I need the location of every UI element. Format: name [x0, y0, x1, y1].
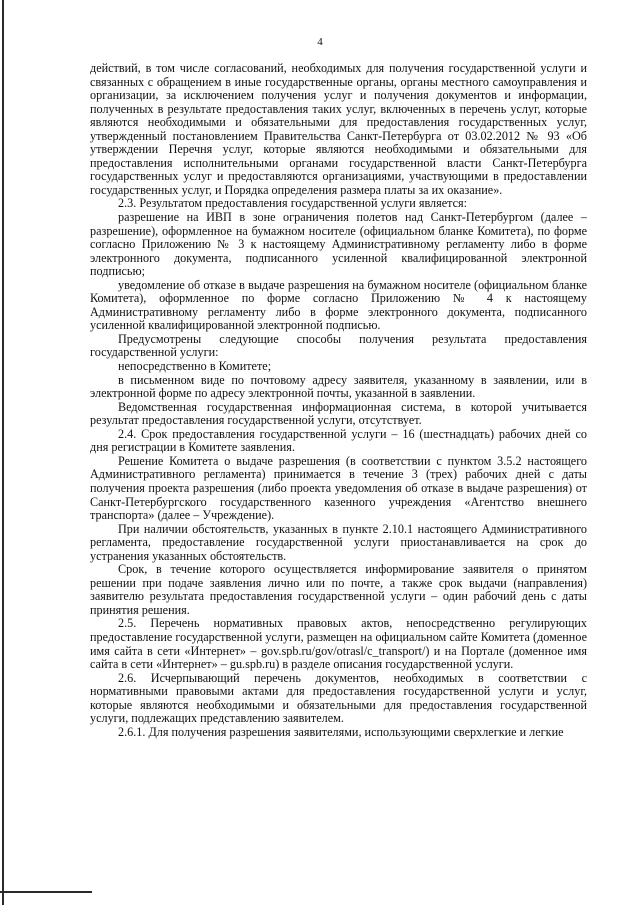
document-body — [90, 62, 587, 739]
scan-bottom-edge — [0, 891, 92, 893]
paragraph-information-system: Ведомственная государственная информационная система, в которой учитывается результат предоставления государственной услуги, отсутствует. — [90, 399, 587, 428]
paragraph-receipt-in-committee: непосредственно в Комитете; — [118, 359, 272, 374]
paragraph-receipt-by-mail: в письменном виде по почтовому адресу заявителя, указанному в заявлении, или в электронной форме по адресу электронной почты, указанной в заявлении. — [90, 372, 587, 401]
paragraph-2-5: 2.5. Перечень нормативных правовых актов, непосредственно регулирующих предоставление государственной услуги, размещен на официальном сайте Комитета (доменное имя сайта в сети «Интернет» – gov.spb.ru/gov/otrasl/c_transport/) и на Портале (доменное имя сайта в сети «Интернет» – gu.spb.ru) в разделе описания государственной услуги. — [90, 616, 587, 672]
scan-left-edge — [2, 0, 4, 905]
paragraph-decision-term: Решение Комитета о выдаче разрешения (в соответствии с пунктом 3.5.2 настоящего Административного регламента) принимается в течение 3 (трех) рабочих дней с даты получения проекта разрешения (либо проекта уведомления об отказе в выдаче разрешения) от Санкт-Петербургского государственного казенного учреждения «Агентство внешнего транспорта» (далее – Учреждение). — [90, 453, 587, 523]
paragraph-informing-term: Срок, в течение которого осуществляется информирование заявителя о принятом решении при подаче заявления лично или по почте, а также срок выдачи (направления) заявителю результата предоставления государственной услуги – один рабочий день с даты принятия решения. — [90, 562, 587, 617]
paragraph-continuation: действий, в том числе согласований, необходимых для получения государственной услуги и связанных с обращением в иные государственные органы, органы местного самоуправления и организации, за исключением получения услуг и получения документов и информации, полученных в результате предоставления таких услуг, включенных в перечень услуг, которые являются необходимыми и обязательными для предоставления государственных услуг, утвержденный постановлением Правительства Санкт-Петербурга от 03.02.2012 № 93 «Об утверждении Перечня услуг, которые являются необходимыми и обязательными для предоставления исполнительными органами государственной власти Санкт-Петербурга государственных услуг и предоставляются организациями, участвующими в предоставлении государственных услуг, и Порядка определения размера платы за их оказание». — [90, 61, 587, 197]
paragraph-2-6-1: 2.6.1. Для получения разрешения заявителями, использующими сверхлегкие и легкие — [118, 724, 564, 739]
paragraph-2-4: 2.4. Срок предоставления государственной услуги – 16 (шестнадцать) рабочих дней со дня регистрации в Комитете заявления. — [90, 426, 587, 455]
paragraph-2-6: 2.6. Исчерпывающий перечень документов, необходимых в соответствии с нормативными правовыми актами для предоставления государственной услуги и услуг, которые являются необходимыми и обязательными для предоставления государственной услуги, подлежащих представлению заявителем. — [90, 670, 587, 726]
paragraph-suspension: При наличии обстоятельств, указанных в пункте 2.10.1 настоящего Административного регламента, предоставление государственной услуги приостанавливается на срок до устранения указанных обстоятельств. — [90, 521, 587, 563]
page-number: 4 — [317, 36, 323, 48]
paragraph-2-3: 2.3. Результатом предоставления государственной услуги является: — [118, 196, 468, 211]
paragraph-result-permit: разрешение на ИВП в зоне ограничения полетов над Санкт-Петербургом (далее – разрешение), оформленное на бумажном носителе (официальном бланке Комитета), по форме согласно Приложению № 3 к настоящему Административному регламенту либо в форме электронного документа, подписанного усиленной квалифицированной электронной подписью; — [90, 210, 587, 279]
paragraph-receipt-methods: Предусмотрены следующие способы получения результата предоставления государственной услуги: — [90, 331, 587, 360]
paragraph-result-refusal: уведомление об отказе в выдаче разрешения на бумажном носителе (официальном бланке Комитета), оформленное по форме согласно Приложению № 4 к настоящему Административному регламенту либо в форме электронного документа, подписанного усиленной квалифицированной электронной подписью. — [90, 277, 587, 333]
